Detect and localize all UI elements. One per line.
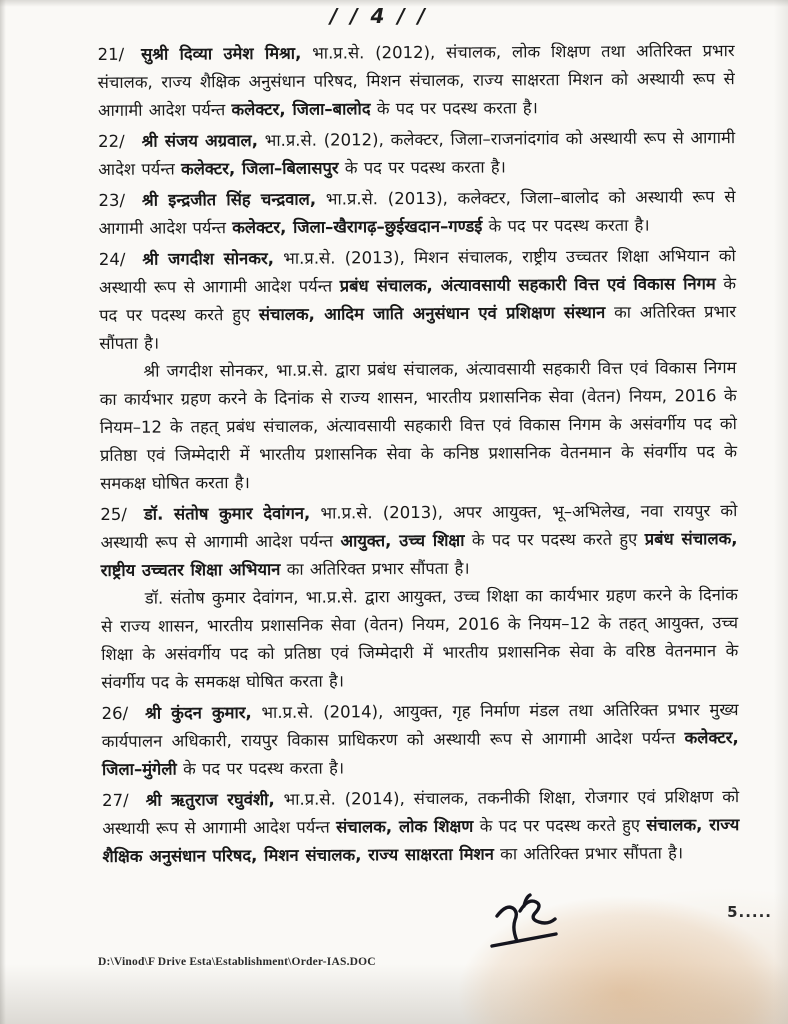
item-number: 25/ <box>100 504 127 524</box>
order-item-26 <box>102 696 740 784</box>
text-run: के पद पर पदस्थ करते हुए <box>464 529 645 550</box>
text-run: श्री ऋतुराज रघुवंशी, <box>145 789 275 810</box>
text-run: कलेक्टर, जिला–बालोद <box>231 99 371 120</box>
order-item-25 <box>100 497 738 585</box>
text-run: कलेक्टर, जिला–बिलासपुर <box>180 158 339 179</box>
text-run: के पद पर पदस्थ करते हुए <box>473 815 647 836</box>
text-run: भा.प्र.से. (2012), कलेक्टर, जिला–राजनांदगांव को अस्थायी रूप से आगामी आदेश पर्यन्त <box>98 128 736 179</box>
text-run: श्री जगदीश सोनकर, भा.प्र.से. द्वारा प्रबंध संचालक, अंत्यावसायी सहकारी वित्त एवं विकास निगम का कार्यभार ग्रहण करने के दिनांक से राज्य शासन, भारतीय प्रशासनिक सेवा (वेतन) नियम, 2016 के नियम–12 के तहत् प्रबंध संचालक, अंत्यावसायी सहकारी वित्त एवं विकास निगम के असंवर्गीय पद को प्रतिष्ठा एवं जिम्मेदारी में भारतीय प्रशासनिक सेवा के कनिष्ठ प्रशासनिक वेतनमान के संवर्गीय पद के समकक्ष घोषित करता है। <box>99 358 738 493</box>
text-run: श्री कुंदन कुमार, <box>145 703 252 723</box>
text-run: संचालक, लोक शिक्षण <box>336 816 474 837</box>
text-run: भा.प्र.से. (2014), आयुक्त, गृह निर्माण मंडल तथा अतिरिक्त प्रभार मुख्य कार्यपालन अधिकारी, रायपुर विकास प्राधिकरण को अस्थायी रूप से आगामी आदेश पर्यन्त <box>101 700 739 751</box>
text-run: के पद पर पदस्थ करता है। <box>176 758 345 779</box>
item-number: 21/ <box>97 44 125 64</box>
text-run: का अतिरिक्त प्रभार सौंपता है। <box>99 302 737 353</box>
text-run: कलेक्टर, जिला–खैरागढ़–छुईखदान–गण्डई <box>232 216 483 238</box>
text-run: भा.प्र.से. (2013), कलेक्टर, जिला–बालोद को अस्थायी रूप से आगामी आदेश पर्यन्त <box>98 187 736 238</box>
text-run: डॉ. संतोष कुमार देवांगन, भा.प्र.से. द्वारा आयुक्त, उच्च शिक्षा का कार्यभार ग्रहण करने के दिनांक से राज्य शासन, भारतीय प्रशासनिक सेवा (वेतन) नियम, 2016 के नियम–12 के तहत् आयुक्त, उच्च शिक्षा के असंवर्गीय पद को प्रतिष्ठा एवं जिम्मेदारी में भारतीय प्रशासनिक सेवा के वरिष्ठ वेतनमान के संवर्गीय पद के समकक्ष घोषित करता है। <box>100 585 739 692</box>
signature-scribble-icon <box>484 884 576 972</box>
document-file-path: D:\Vinod\F Drive Esta\Establishment\Order-IAS.DOC <box>98 956 376 968</box>
order-item-24 <box>99 242 737 358</box>
text-run: का अतिरिक्त प्रभार सौंपता है। <box>280 558 470 579</box>
text-run: के पद पर पदस्थ करता है। <box>482 215 650 236</box>
item-number: 22/ <box>98 131 125 151</box>
order-item-27 <box>102 783 740 871</box>
text-run: सुश्री दिव्या उमेश मिश्रा, <box>141 43 302 64</box>
text-run: संचालक, राज्य शैक्षिक अनुसंधान परिषद, मिशन संचालक, राज्य साक्षरता मिशन <box>102 815 740 866</box>
document-body <box>97 34 739 871</box>
text-run: के पद पर पदस्थ करते हुए <box>99 274 737 325</box>
text-run: श्री इन्द्रजीत सिंह चन्द्रवाल, <box>141 189 317 210</box>
text-run: भा.प्र.से. (2014), संचालक, तकनीकी शिक्षा, रोजगार एवं प्रशिक्षण को अस्थायी रूप से आगामी आदेश पर्यन्त <box>102 787 740 838</box>
text-run: प्रबंध संचालक, अंत्यावसायी सहकारी वित्त एवं विकास निगम <box>339 274 716 296</box>
text-run: भा.प्र.से. (2013), मिशन संचालक, राष्ट्रीय उच्चतर शिक्षा अभियान को अस्थायी रूप से आगामी आदेश पर्यन्त <box>98 246 736 297</box>
text-run: श्री संजय अग्रवाल, <box>141 130 259 151</box>
order-item-21 <box>97 37 735 125</box>
item-number: 23/ <box>98 190 126 210</box>
order-item-24-note <box>99 354 737 498</box>
text-run: के पद पर पदस्थ करता है। <box>338 157 506 178</box>
order-item-25-note <box>101 581 739 697</box>
text-run: भा.प्र.से. (2013), अपर आयुक्त, भू–अभिलेख, नवा रायपुर को अस्थायी रूप से आगामी आदेश पर्यन्त <box>100 501 738 552</box>
text-run: आयुक्त, उच्च शिक्षा <box>340 530 465 551</box>
page-header-number: / / 4 / / <box>330 4 428 28</box>
text-run: भा.प्र.से. (2012), संचालक, लोक शिक्षण तथा अतिरिक्त प्रभार संचालक, राज्य शैक्षिक अनुसंधान परिषद, मिशन संचालक, राज्य साक्षरता मिशन को अस्थायी रूप से आगामी आदेश पर्यन्त <box>97 41 735 120</box>
item-number: 27/ <box>102 790 129 810</box>
order-item-22 <box>98 124 735 184</box>
text-run: के पद पर पदस्थ करता है। <box>370 98 538 119</box>
order-item-23 <box>98 183 735 243</box>
text-run: कलेक्टर, जिला–मुंगेली <box>101 728 739 779</box>
item-number: 24/ <box>98 249 126 269</box>
item-number: 26/ <box>101 703 129 723</box>
text-run: संचालक, आदिम जाति अनुसंधान एवं प्रशिक्षण संस्थान <box>258 302 606 324</box>
text-run: डॉ. संतोष कुमार देवांगन, <box>143 503 311 524</box>
page-continuation-number: 5..... <box>727 903 772 921</box>
text-run: प्रबंध संचालक, राष्ट्रीय उच्चतर शिक्षा अभियान <box>100 529 738 580</box>
text-run: श्री जगदीश सोनकर, <box>142 248 275 269</box>
text-run: का अतिरिक्त प्रभार सौंपता है। <box>493 843 684 864</box>
